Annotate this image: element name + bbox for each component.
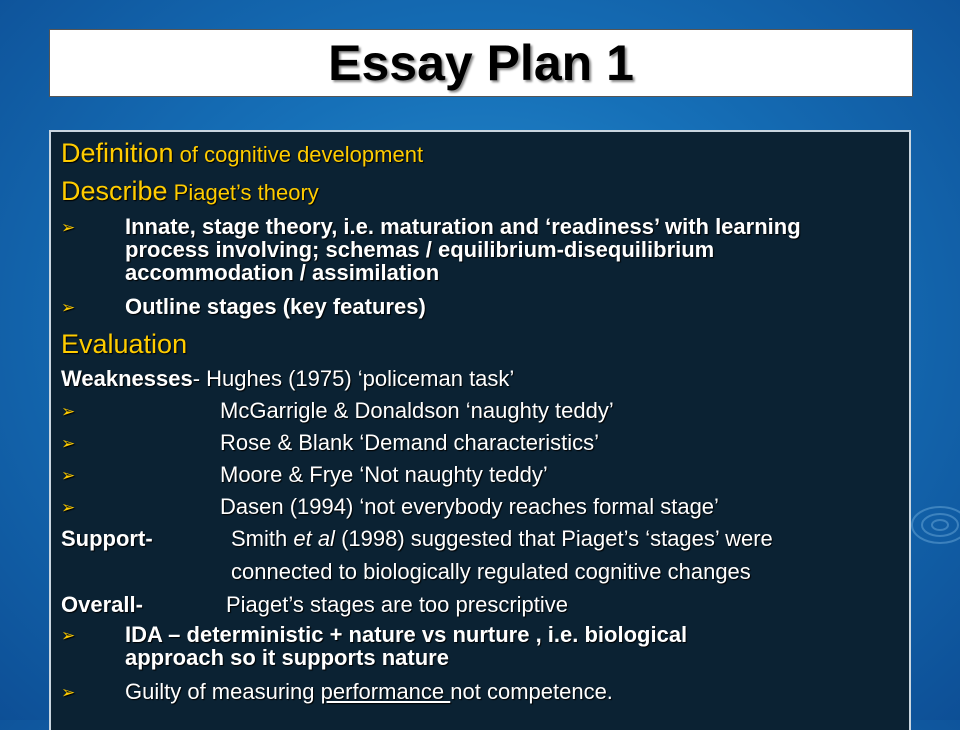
bullet-arrow-icon: ➢: [61, 498, 76, 517]
weakness-bullet-4: Dasen (1994) ‘not everybody reaches formal stage’: [220, 494, 719, 519]
bullet-arrow-icon: ➢: [61, 434, 76, 453]
describe-bullet-1: [125, 215, 801, 284]
support-text: [231, 526, 773, 552]
describe-bullet-1-line-2: process involving; schemas / equilibrium-disequilibrium: [125, 237, 715, 262]
slide-title: Essay Plan 1: [328, 35, 634, 91]
overall-bullet-2-post: not competence.: [450, 679, 613, 704]
support-text-line-2: connected to biologically regulated cognitive changes: [231, 559, 751, 584]
overall-bullet-2-pre: Guilty of measuring: [125, 679, 321, 704]
bullet-arrow-icon: ➢: [61, 466, 76, 485]
weakness-bullet-3: Moore & Frye ‘Not naughty teddy’: [220, 462, 548, 487]
weaknesses-text: - Hughes (1975) ‘policeman task’: [192, 366, 515, 391]
definition-line: [61, 138, 423, 169]
bullet-arrow-icon: ➢: [61, 218, 76, 237]
overall-label: Overall-: [61, 592, 143, 617]
overall-bullet-2-underline: performance: [320, 679, 451, 704]
describe-text: Piaget’s theory: [167, 180, 319, 205]
overall-line: [61, 592, 143, 618]
support-line: [61, 526, 153, 552]
bullet-arrow-icon: ➢: [61, 298, 76, 317]
describe-heading: Describe: [61, 176, 168, 206]
describe-line: [61, 176, 319, 207]
describe-bullet-2-line-1: Outline stages (key features): [125, 294, 426, 319]
evaluation-heading: [61, 329, 187, 360]
weaknesses-label: Weaknesses: [61, 366, 193, 391]
bullet-arrow-icon: ➢: [61, 683, 76, 702]
bullet-arrow-icon: ➢: [61, 402, 76, 421]
decorative-swirl-icon: [880, 470, 960, 580]
support-label: Support-: [61, 526, 153, 551]
describe-bullet-1-line-3: accommodation / assimilation: [125, 260, 440, 285]
definition-heading: Definition: [61, 138, 174, 168]
overall-bullet-1-line-1: IDA – deterministic + nature vs nurture , i.e. biological: [125, 622, 688, 647]
describe-bullet-2: [125, 295, 426, 318]
weakness-bullet-2: Rose & Blank ‘Demand characteristics’: [220, 430, 600, 455]
overall-text: Piaget’s stages are too prescriptive: [226, 592, 568, 617]
describe-bullet-1-line-1: Innate, stage theory, i.e. maturation and ‘readiness’ with learning: [125, 214, 801, 239]
overall-bullet-1-line-2: approach so it supports nature: [125, 645, 449, 670]
weaknesses-line: [61, 366, 514, 392]
weakness-bullet-1: McGarrigle & Donaldson ‘naughty teddy’: [220, 398, 614, 423]
support-text-pre: Smith: [231, 526, 294, 551]
evaluation-label: Evaluation: [61, 329, 188, 359]
title-box: [49, 29, 913, 97]
support-text-italic: et al: [293, 526, 335, 551]
content-panel: [49, 130, 911, 730]
definition-text: of cognitive development: [173, 142, 424, 167]
support-text-post: (1998) suggested that Piaget’s ‘stages’ were: [334, 526, 773, 551]
bullet-arrow-icon: ➢: [61, 626, 76, 645]
overall-bullet-1: [125, 623, 687, 669]
overall-bullet-2: [125, 680, 613, 703]
